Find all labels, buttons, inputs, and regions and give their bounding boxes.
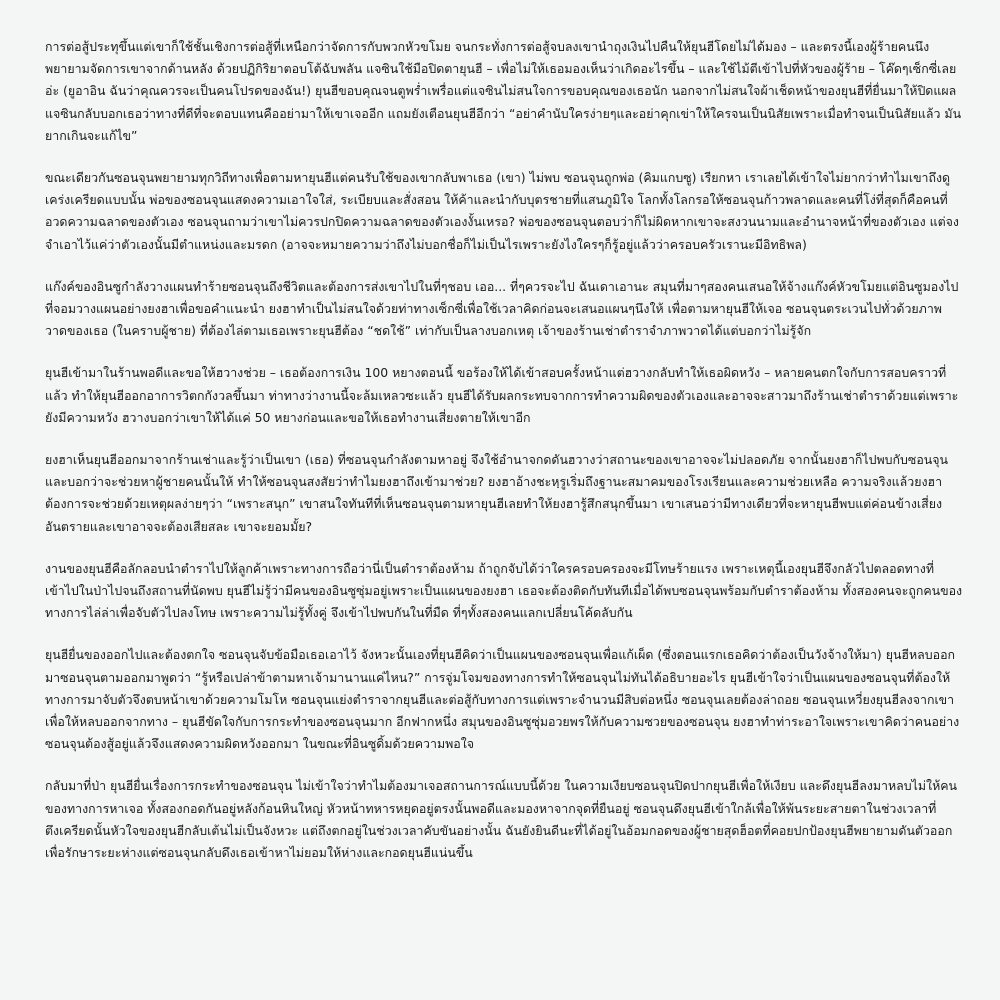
paragraph-7: ยุนฮียื่นของออกไปและต้องตกใจ ซอนจุนจับข้อมือเธอเอาไว้ จังหวะนั้นเองที่ยุนฮีคิดว่าเป็นแผนของซอนจุนเพื่อแก้เผ็ด (ซึ่งตอนแรกเธอคิดว่าต้องเป็นวังจ้างให้มา) ยุนฮีหลบออกมาซอนจุนตามออกมาพูดว่า “รู้หรือเปล่าข้าตามหาเจ้ามานานแค่ไหน?” การจู่มโจมของทางการทำให้ซอนจุนไม่ทันได้อธิบายอะไร ยุนฮีเข้าใจว่าเป็นแผนของซอนจุนที่ต้องให้ทางการมาจับตัวจึงตบหน้าเขาด้วยความโมโห ซอนจุนแย่งตำราจากยุนฮีและต่อสู้กับทางการแต่เพราะจำนวนมีสิบต่อหนึ่ง ซอนจุนเลยต้องล่าถอย ซอนจุนเหวี่ยงยุนฮีลงจากเขาเพื่อให้หลบออกจากทาง – ยุนฮีขัดใจกับการกระทำของซอนจุนมาก อีกฟากหนึ่ง สมุนของอินซูซุ่มอวยพรให้กับความซวยของซอนจุน ยงฮาทำท่าระอาใจเพราะเขาคิดว่าคนอย่างซอนจุนต้องสู้อยู่แล้วจึงแสดงความผิดหวังออกมา ในขณะที่อินซูดิ้มด้วยความพอใจ [45,647,960,752]
paragraph-3: แก๊งค์ของอินซูกำลังวางแผนทำร้ายซอนจุนถึงชีวิตและต้องการส่งเขาไปในที่ๆชอบ เออ... ที่ๆควรจะไป ฉันเดาเอานะ สมุนที่มาๆสองคนเสนอให้จ้างแก๊งค์หัวขโมยแต่อินซูมองไปที่จอมวางแผนอย่างยงฮาเพื่อขอคำแนะนำ ยงฮาทำเป็นไม่สนใจด้วยท่าทางเซ็กซี่เพื่อใช้เวลาคิดก่อนจะเสนอแผนๆนึงให้ เพื่อตามหายุนฮีให้เจอ ซอนจุนตระเวนไปทั่วด้วยภาพวาดของเธอ (ในคราบผู้ชาย) ที่ต้องไล่ตามเธอเพราะยุนฮีต้อง “ชดใช้” เท่ากับเป็นลางบอกเหตุ เจ้าของร้านเช่าตำราจำภาพวาดได้แต่บอกว่าไม่รู้จัก [45,278,959,339]
paragraph-2: ขณะเดียวกันซอนจุนพยายามทุกวิถีทางเพื่อตามหายุนฮีแต่คนรับใช้ของเขากลับพาเธอ (เขา) ไม่พบ ซอนจุนถูกพ่อ (คิมแกบซู) เรียกหา เราเลยได้เข้าใจไม่ยากว่าทำไมเขาถึงดูเคร่งเครียดแบบนั้น พ่อของซอนจุนแสดงความเอาใจใส่, ระเบียบและสั่งสอน ให้ค้าและนำกับบุตรชายที่แสนภูมิใจ โลกทั้งโลกรอให้ซอนจุนก้าวพลาดและคนที่โง่ที่สุดก็คือคนที่อวดความฉลาดของตัวเอง ซอนจุนถามว่าเขาไม่ควรปกปิดความฉลาดของตัวเองงั้นเหรอ? พ่อของซอนจุนตอบว่าก็ไม่ผิดหากเขาจะสงวนนามและอำนาจหน้าที่ของตัวเอง แต่จงจำเอาไว้แค่ว่าตัวเองนั้นมีตำแหน่งและมรดก (อาจจะหมายความว่าถึงไม่บอกชื่อก็ไม่เป็นไรเพราะยังไงใครๆก็รู้อยู่แล้วว่าครอบครัวเรานะมีอิทธิพล) [45,170,959,252]
paragraph-6: งานของยุนฮีคือลักลอบนำตำราไปให้ลูกค้าเพราะทางการถือว่านี่เป็นตำราต้องห้าม ถ้าถูกจับได้ว่าใครครอบครองจะมีโทษร้ายแรง เพราะเหตุนี้เองยุนฮีจึงกลัวไปตลอดทางที่เข้าไปในป่าไปจนถึงสถานที่นัดพบ ยุนฮีไม่รู้ว่ามีคนของอินซูซุ่มอยู่เพราะเป็นแผนของยงฮา เธอจะต้องติดกับทันทีเมื่อได้พบซอนจุนพร้อมกับตำราต้องห้าม ทั้งสองคนจะถูกคนของทางการไล่ล่าเพื่อจับตัวไปลงโทษ เพราะความไม่รู้ทั้งคู่ จึงเข้าไปพบกันในที่มืด ที่ๆทั้งสองคนแลกเปลี่ยนโค้ดลับกัน [45,560,963,621]
paragraph-1: การต่อสู้ประทุขึ้นแต่เขาก็ใช้ชั้นเชิงการต่อสู้ที่เหนือกว่าจัดการกับพวกหัวขโมย จนกระทั่งการต่อสู้จบลงเขานำถุงเงินไปคืนให้ยุนฮีโดยไม่ได้มอง – และตรงนี้เองผู้ร้ายคนนึงพยายามจัดการเขาจากด้านหลัง ด้วยปฏิกิริยาตอบโต้ฉับพลัน แจซินใช้มือปิดตายุนฮี – เพื่อไม่ให้เธอมองเห็นว่าเกิดอะไรขึ้น – และใช้ไม้ตีเข้าไปที่หัวของผู้ร้าย – โค๊ดๆเซ็กซี่เลยอ่ะ (ยูอาอิน ฉันว่าคุณควรจะเป็นคนโปรดของฉัน!) ยุนฮีขอบคุณจนตูพร่ำเพรื่อแต่แจซินไม่สนใจการขอบคุณของเธอนัก นอกจากไม่สนใจผ้าเช็ดหน้าของยุนฮีที่ยื่นมาให้ปิดแผล แจซินกลับบอกเธอว่าทางที่ดีที่จะตอบแทนคืออย่ามาให้เขาเจออีก แถมยังเตือนยุนฮีอีกว่า “อย่าคำนับใครง่ายๆและอย่าคุกเข่าให้ใครจนเป็นนิสัยเพราะเมื่อทำจนเป็นนิสัยแล้ว มันยากเกินจะแก้ไข” [45,39,962,143]
paragraph-4: ยุนฮีเข้ามาในร้านพอดีและขอให้ฮวางช่วย – เธอต้องการเงิน 100 หยางตอนนี้ ขอร้องให้ได้เข้าสอบครั้งหน้าแต่ฮวางกลับทำให้เธอผิดหวัง – หลายคนตกใจกับการสอบคราวที่แล้ว ทำให้ยุนฮีออกอาการวิตกกังวลขึ้นมา ท่าทางว่างานนี้จะล้มเหลวซะแล้ว ยุนฮีได้รับผลกระทบจากการทำความผิดของตัวเองและอาจจะสาวมาถึงร้านเช่าตำราด้วยแต่เพราะยังมีความหวัง ฮวางบอกว่าเขาให้ได้แค่ 50 หยางก่อนและขอให้เธอทำงานเสี่ยงตายให้เขาอีก [45,365,959,425]
paragraph-8: กลับมาที่ป่า ยุนฮียื่นเรื่องการกระทำของซอนจุน ไม่เข้าใจว่าทำไมต้องมาเจอสถานการณ์แบบนี้ด้วย ในความเงียบซอนจุนปิดปากยุนฮีเพื่อให้เงียบ และดึงยุนฮีลงมาหลบไม่ให้คนของทางการหาเจอ ทั้งสองกอดกันอยู่หลังก้อนหินใหญ่ หัวหน้าทหารหยุดอยู่ตรงนั้นพอดีและมองหาจากจุดที่ยืนอยู่ ซอนจุนดึงยุนฮีเข้าใกล้เพื่อให้พ้นระยะสายตาในช่วงเวลาที่ตึงเครียดนั้นหัวใจของยุนฮีกลับเต้นไม่เป็นจังหวะ แต่ถึงตกอยู่ในช่วงเวลาคับขันอย่างนั้น ฉันยังยินดีนะที่ได้อยู่ในอ้อมกอดของผู้ชายสุดฮ็อตที่คอยปกป้องยุนฮีพยายามดันตัวออกเพื่อรักษาระยะห่างแต่ซอนจุนกลับดึงเธอเข้าหาไม่ยอมให้ห่างและกอดยุนฮีแน่นขึ้น [45,778,958,861]
article-body [45,36,963,864]
paragraph-5: ยงฮาเห็นยุนฮีออกมาจากร้านเช่าและรู้ว่าเป็นเขา (เธอ) ที่ซอนจุนกำลังตามหาอยู่ จึงใช้อำนาจกดดันฮวางว่าสถานะของเขาอาจจะไม่ปลอดภัย จากนั้นยงฮาก็ไปพบกับซอนจุนและบอกว่าจะช่วยหาผู้ชายคนนั้นให้ ทำให้ซอนจุนสงสัยว่าทำไมยงฮาถึงเข้ามาช่วย? ยงฮาอ้างชะหฺรูเริ่มถึงฐานะสมาคมของโรงเรียนและความช่วยเหลือ ความจริงแล้วยงฮาต้องการจะช่วยด้วยเหตุผลง่ายๆว่า “เพราะสนุก” เขาสนใจทันทีที่เห็นซอนจุนตามหายุนฮีเลยทำให้ยงฮารู้สึกสนุกขึ้นมา เขาเสนอว่ามีทางเดียวที่จะหายุนฮีพบแต่ค่อนข้างเสี่ยงอันตรายและเขาอาจจะต้องเสียสละ เขาจะยอมมั้ย? [45,452,948,534]
